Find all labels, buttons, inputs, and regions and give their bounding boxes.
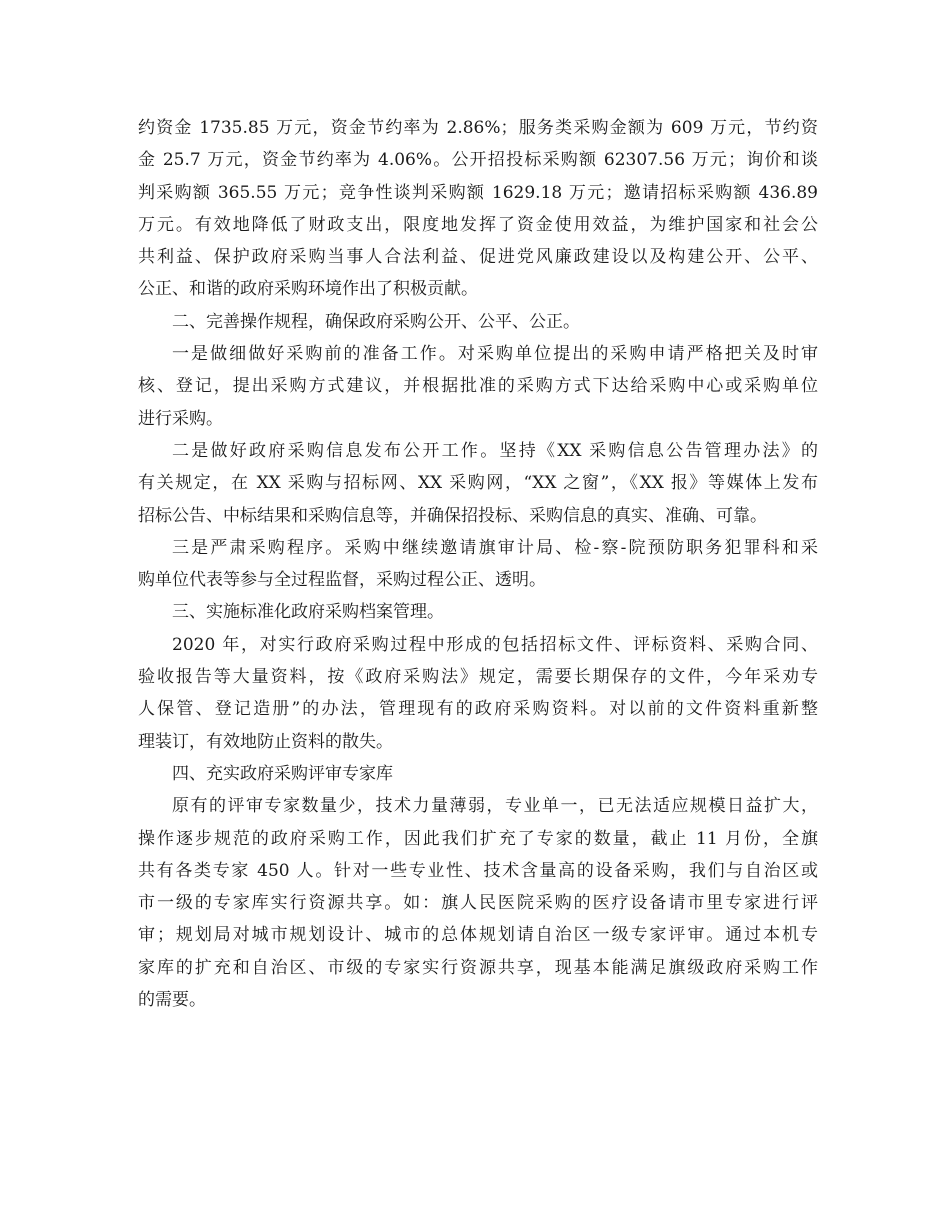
text-line: 人保管、登记造册”的办法，管理现有的政府采购资料。对以前的文件资料重新整 [138,699,818,720]
text-line: 有关规定，在 XX 采购与招标网、XX 采购网，“XX 之窗”，《XX 报》等媒体上发布 [138,473,818,494]
text-line: 招标公告、中标结果和采购信息等，并确保招投标、采购信息的真实、准确、可靠。 [138,505,767,526]
text-line: 判采购额 365.55 万元；竞争性谈判采购额 1629.18 万元；邀请招标采购额 436.89 [138,182,818,203]
text-line: 核、登记，提出采购方式建议，并根据批准的采购方式下达给采购中心或采购单位 [138,376,818,397]
text-line: 2020 年，对实行政府采购过程中形成的包括招标文件、评标资料、采购合同、 [172,634,818,655]
text-line: 验收报告等大量资料，按《政府采购法》规定，需要长期保存的文件，今年采劝专 [138,667,818,688]
text-line: 万元。有效地降低了财政支出，限度地发挥了资金使用效益，为维护国家和社会公 [138,214,818,235]
text-line: 公正、和谐的政府采购环境作出了积极贡献。 [138,279,478,300]
text-line: 金 25.7 万元，资金节约率为 4.06%。公开招投标采购额 62307.56 万元；询价和谈 [138,150,818,171]
text-line: 共有各类专家 450 人。针对一些专业性、技术含量高的设备采购，我们与自治区或 [138,860,818,881]
text-line: 二、完善操作规程，确保政府采购公开、公平、公正。 [172,311,580,332]
text-line: 审；规划局对城市规划设计、城市的总体规划请自治区一级专家评审。通过本机专 [138,925,818,946]
text-line: 操作逐步规范的政府采购工作，因此我们扩充了专家的数量，截止 11 月份，全旗 [138,828,818,849]
text-line: 进行采购。 [138,408,223,429]
text-line: 原有的评审专家数量少，技术力量薄弱，专业单一，已无法适应规模日益扩大， [172,796,818,817]
text-line: 共利益、保护政府采购当事人合法利益、促进党风廉政建设以及构建公开、公平、 [138,247,818,268]
text-line: 三、实施标准化政府采购档案管理。 [172,602,444,623]
text-line: 家库的扩充和自治区、市级的专家实行资源共享，现基本能满足旗级政府采购工作 [138,957,818,978]
text-line: 约资金 1735.85 万元，资金节约率为 2.86%；服务类采购金额为 609 万元，节约资 [138,118,818,138]
text-line: 购单位代表等参与全过程监督，采购过程公正、透明。 [138,570,546,591]
text-line: 四、充实政府采购评审专家库 [172,763,393,784]
text-line: 三是严肃采购程序。采购中继续邀请旗审计局、检-察-院预防职务犯罪科和采 [172,537,818,558]
text-line: 二是做好政府采购信息发布公开工作。坚持《XX 采购信息公告管理办法》的 [172,440,818,461]
text-line: 的需要。 [138,990,206,1011]
document-body [138,112,818,1016]
text-line: 理装订，有效地防止资料的散失。 [138,731,393,752]
text-line: 市一级的专家库实行资源共享。如：旗人民医院采购的医疗设备请市里专家进行评 [138,893,818,914]
text-line: 一是做细做好采购前的准备工作。对采购单位提出的采购申请严格把关及时审 [172,344,818,365]
